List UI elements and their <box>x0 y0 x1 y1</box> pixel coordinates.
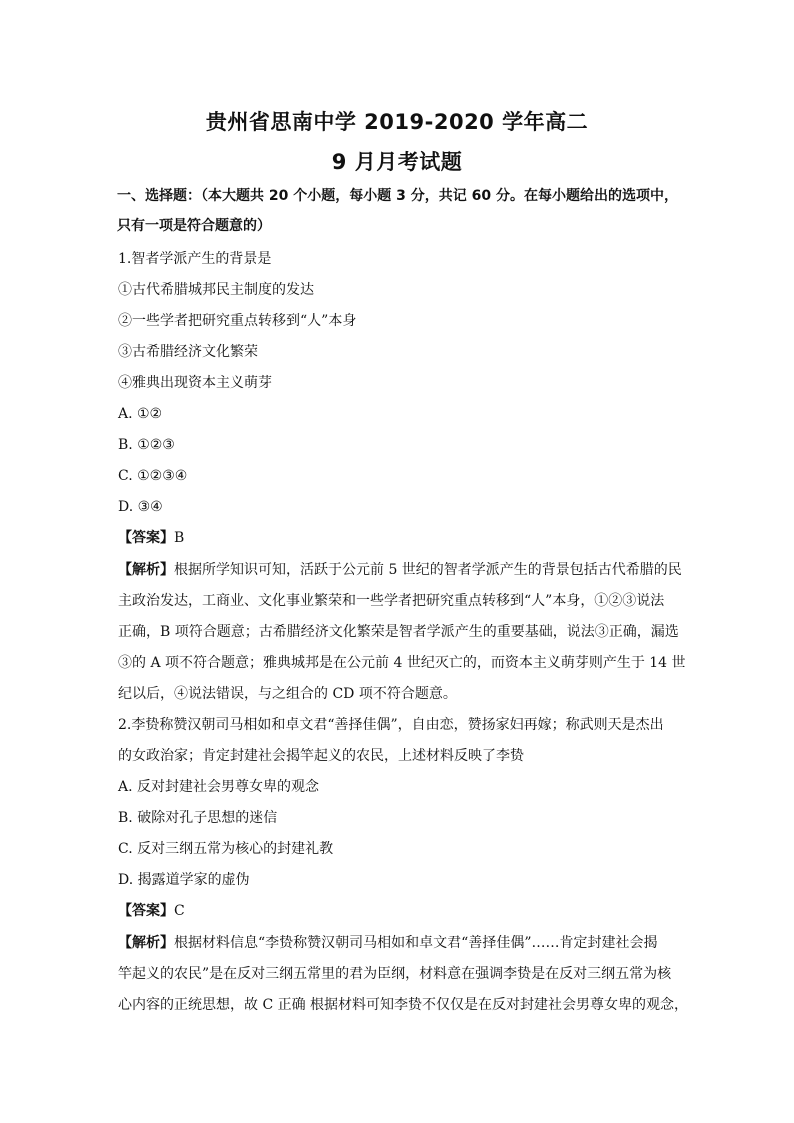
q2-analysis-line-2: 竿起义的农民”是在反对三纲五常里的君为臣纲，材料意在强调李贽是在反对三纲五常为核 <box>118 966 672 982</box>
q2-option-d: D. 揭露道学家的虚伪 <box>118 872 250 888</box>
q2-answer-value: C <box>174 903 185 919</box>
q1-analysis-label: 【解析】 <box>118 562 174 578</box>
q1-stem: 1.智者学派产生的背景是 <box>118 251 272 267</box>
q1-item-1: ①古代希腊城邦民主制度的发达 <box>118 282 314 298</box>
q1-answer <box>118 529 678 547</box>
q2-analysis-label: 【解析】 <box>118 935 174 951</box>
q1-analysis-line-4: ③的 A 项不符合题意；雅典城邦是在公元前 4 世纪灭亡的，而资本主义萌芽则产生于 14 世 <box>118 655 686 671</box>
q1-option-a: A. ①② <box>118 406 163 422</box>
section-heading-line-2: 只有一项是符合题意的） <box>117 218 271 234</box>
q2-analysis-line-3: 心内容的正统思想，故 C 正确 根据材料可知李贽不仅仅是在反对封建社会男尊女卑的观念， <box>118 997 689 1013</box>
q1-item-3: ③古希腊经济文化繁荣 <box>118 344 258 360</box>
q2-stem-line-1: 2.李贽称赞汉朝司马相如和卓文君“善择佳偶”，自由恋，赞扬家妇再嫁；称武则天是杰出 <box>118 717 664 733</box>
q2-option-c: C. 反对三纲五常为核心的封建礼教 <box>118 841 334 857</box>
q2-answer-label: 【答案】 <box>118 903 174 919</box>
q2-analysis-text-1: 根据材料信息“李贽称赞汉朝司马相如和卓文君“善择佳偶”……肯定封建社会揭 <box>174 935 658 951</box>
q2-analysis-line-1 <box>118 934 678 952</box>
q1-analysis-line-2: 主政治发达，工商业、文化事业繁荣和一些学者把研究重点转移到“人”本身，①②③说法 <box>118 593 665 609</box>
q1-option-c: C. ①②③④ <box>118 468 188 484</box>
q1-item-2: ②一些学者把研究重点转移到“人”本身 <box>118 313 357 329</box>
q1-analysis-line-1 <box>118 561 682 579</box>
q2-answer <box>118 902 678 920</box>
q2-stem-line-2: 的女政治家；肯定封建社会揭竿起义的农民，上述材料反映了李贽 <box>118 748 524 764</box>
q1-answer-value: B <box>174 530 185 546</box>
section-heading-line-1: 一、选择题：（本大题共 20 个小题，每小题 3 分，共记 60 分。在每小题给出的选项中， <box>117 188 678 204</box>
q1-answer-label: 【答案】 <box>118 530 174 546</box>
title-line-1: 贵州省思南中学 2019-2020 学年高二 <box>205 110 589 134</box>
q1-analysis-line-3: 正确，B 项符合题意；古希腊经济文化繁荣是智者学派产生的重要基础，说法③正确，漏选 <box>118 624 679 640</box>
q1-option-b: B. ①②③ <box>118 437 175 453</box>
q2-option-a: A. 反对封建社会男尊女卑的观念 <box>118 779 320 795</box>
title-line-2: 9 月月考试题 <box>331 150 463 174</box>
q1-option-d: D. ③④ <box>118 499 163 515</box>
q2-option-b: B. 破除对孔子思想的迷信 <box>118 810 278 826</box>
q1-item-4: ④雅典出现资本主义萌芽 <box>118 375 272 391</box>
q1-analysis-text-1: 根据所学知识可知，活跃于公元前 5 世纪的智者学派产生的背景包括古代希腊的民 <box>174 562 682 578</box>
q1-analysis-line-5: 纪以后，④说法错误，与之组合的 CD 项不符合题意。 <box>118 686 457 702</box>
